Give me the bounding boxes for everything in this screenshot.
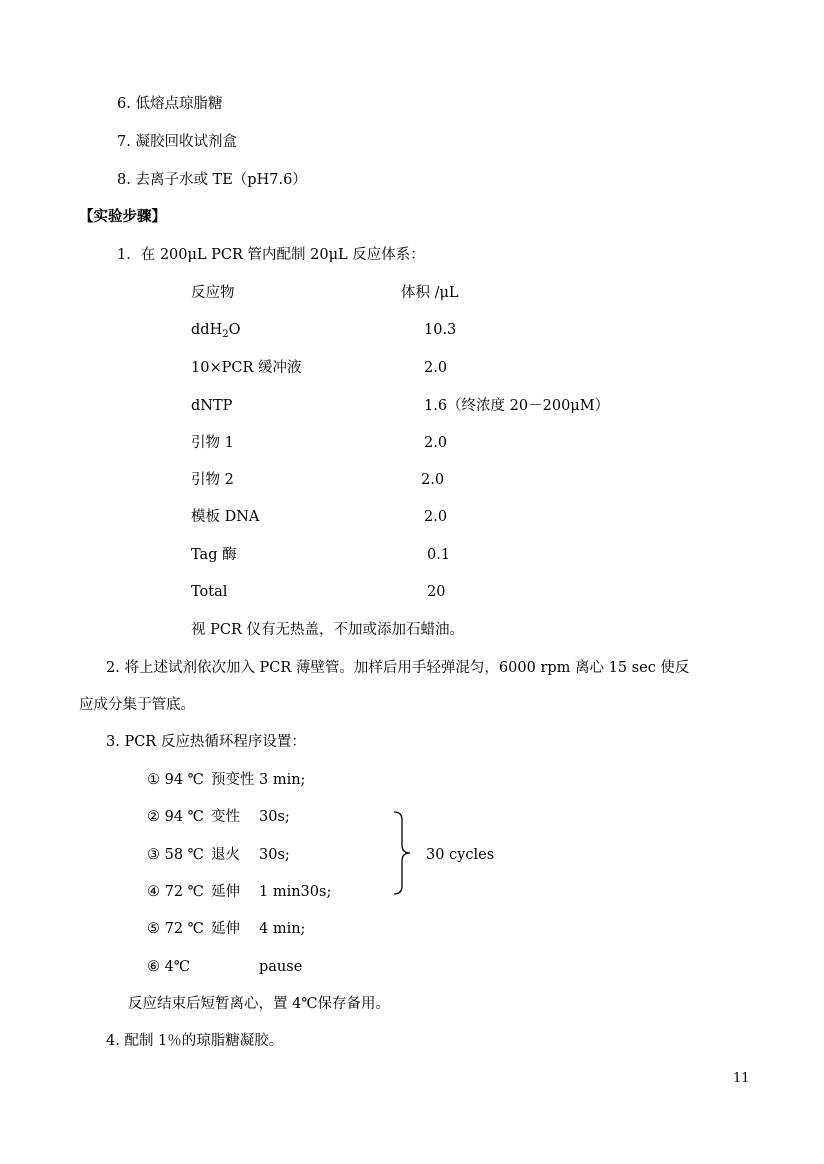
table-row-reagent: 10×PCR 缓冲液 <box>191 360 302 376</box>
program-step-num: ③ 58 ℃ <box>147 847 204 863</box>
table-row-volume: 2.0 <box>424 360 448 376</box>
program-step-time: 1 min30s; <box>259 884 332 900</box>
table-header-volume: 体积 /μL <box>401 285 459 301</box>
step3-title: 3. PCR 反应热循环程序设置： <box>106 734 306 750</box>
page-number: 11 <box>733 1071 750 1086</box>
table-row-reagent: ddH$_2$O <box>191 322 241 340</box>
step4-text: 4. 配制 1％的琼脂糖凝胶。 <box>106 1033 284 1049</box>
program-step-time: 3 min; <box>259 772 306 788</box>
table-header-reagent: 反应物 <box>191 285 235 301</box>
cycles-label: 30 cycles <box>426 847 495 863</box>
table-row-volume: 2.0 <box>424 435 448 451</box>
table-row-volume: 1.6（终浓度 20－200μM） <box>424 398 610 414</box>
program-step-num: ② 94 ℃ <box>147 809 204 825</box>
material-item-6: 6. 低熔点琼脂糖 <box>117 96 223 112</box>
program-step-action: 预变性 <box>211 772 255 788</box>
step2-line2: 应成分集于管底。 <box>79 697 195 713</box>
material-item-8: 8. 去离子水或 TE（pH7.6） <box>117 172 307 188</box>
table-row-volume: 10.3 <box>424 322 457 338</box>
program-step-num: ⑥ 4℃ <box>147 959 191 975</box>
table-row-reagent: dNTP <box>191 398 233 414</box>
table-row-volume: 2.0 <box>424 509 448 525</box>
table-row-volume: 20 <box>427 584 446 600</box>
step1-text: 1．在 200μL PCR 管内配制 20μL 反应体系： <box>117 247 425 263</box>
program-step-time: 30s; <box>259 809 290 825</box>
table-note: 视 PCR 仪有无热盖，不加或添加石蜡油。 <box>191 622 464 638</box>
table-row-reagent: Total <box>191 584 228 600</box>
program-step-num: ④ 72 ℃ <box>147 884 204 900</box>
program-step-action: 退火 <box>211 847 240 863</box>
step3-after: 反应结束后短暂离心，置 4℃保存备用。 <box>128 996 391 1012</box>
table-row-reagent: 引物 2 <box>191 472 234 488</box>
cycles-brace-icon <box>392 810 426 896</box>
table-row-reagent: Tag 酶 <box>191 547 237 563</box>
table-row-reagent: 引物 1 <box>191 435 234 451</box>
table-row-reagent: 模板 DNA <box>191 509 260 525</box>
program-step-action: 延伸 <box>211 921 240 937</box>
material-item-7: 7. 凝胶回收试剂盒 <box>117 134 237 150</box>
step2-line1: 2. 将上述试剂依次加入 PCR 薄壁管。加样后用手轻弹混匀，6000 rpm 离心 15 sec 使反 <box>106 660 690 676</box>
program-step-time: 4 min; <box>259 921 306 937</box>
program-step-action: 延伸 <box>211 884 240 900</box>
program-step-num: ⑤ 72 ℃ <box>147 921 204 937</box>
program-step-time: 30s; <box>259 847 290 863</box>
section-heading: 【实验步骤】 <box>79 209 166 225</box>
program-step-num: ① 94 ℃ <box>147 772 204 788</box>
table-row-volume: 0.1 <box>427 547 451 563</box>
program-step-action: 变性 <box>211 809 240 825</box>
program-step-time: pause <box>259 959 303 975</box>
table-row-volume: 2.0 <box>421 472 445 488</box>
